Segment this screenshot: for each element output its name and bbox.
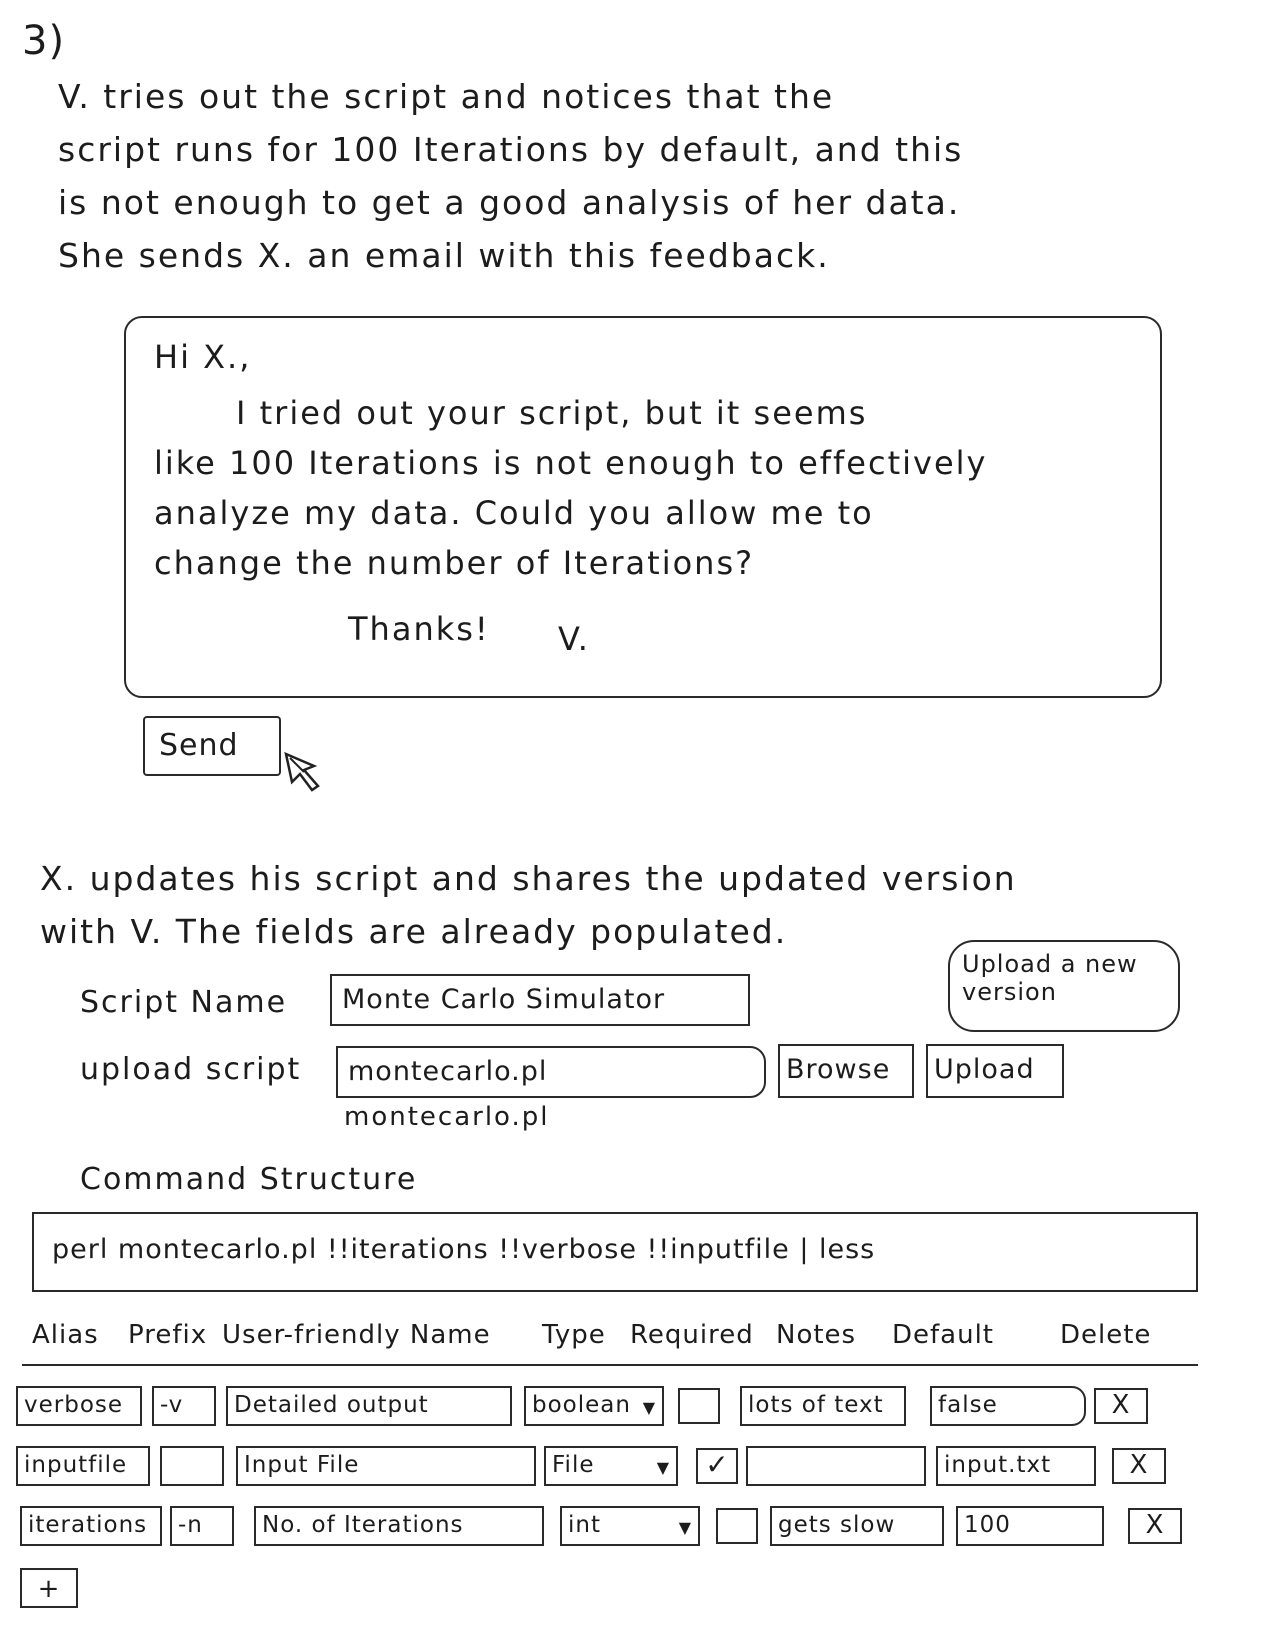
email-greeting: Hi X.,	[154, 338, 252, 376]
name-field[interactable]: Input File	[236, 1446, 536, 1486]
send-button[interactable]: Send	[143, 716, 281, 776]
column-header-delete: Delete	[1060, 1320, 1152, 1350]
default-field[interactable]: 100	[956, 1506, 1104, 1546]
default-field[interactable]: input.txt	[936, 1446, 1096, 1486]
upload-script-label: upload script	[80, 1052, 302, 1087]
step-number: 3)	[22, 18, 66, 64]
command-structure-label: Command Structure	[80, 1162, 418, 1197]
table-header-rule	[22, 1364, 1198, 1366]
prefix-field[interactable]	[160, 1446, 224, 1486]
dropdown-arrow-icon: ▼	[642, 1398, 656, 1417]
type-value: boolean	[532, 1392, 631, 1418]
delete-row-button[interactable]: X	[1128, 1508, 1182, 1544]
prefix-field[interactable]: -n	[170, 1506, 234, 1546]
delete-row-button[interactable]: X	[1112, 1448, 1166, 1484]
email-body-line: change the number of Iterations?	[154, 544, 755, 582]
alias-field[interactable]: iterations	[20, 1506, 162, 1546]
alias-field[interactable]: inputfile	[16, 1446, 150, 1486]
upload-button[interactable]: Upload	[926, 1044, 1064, 1098]
dropdown-arrow-icon: ▼	[678, 1518, 692, 1537]
add-row-button[interactable]: +	[20, 1568, 78, 1608]
email-signature: V.	[558, 620, 590, 658]
narration-line: V. tries out the script and notices that the	[58, 77, 835, 116]
mouse-cursor-icon	[284, 752, 336, 794]
notes-field[interactable]: lots of text	[740, 1386, 906, 1426]
name-field[interactable]: No. of Iterations	[254, 1506, 544, 1546]
notes-field[interactable]: gets slow	[770, 1506, 944, 1546]
notes-field[interactable]	[746, 1446, 926, 1486]
column-header-type: Type	[542, 1320, 606, 1350]
narration-line: is not enough to get a good analysis of her data.	[58, 183, 961, 222]
email-body-textarea[interactable]	[124, 316, 1162, 698]
email-body-line: I tried out your script, but it seems	[236, 394, 868, 432]
type-select[interactable]	[560, 1506, 700, 1546]
type-value: File	[552, 1452, 595, 1478]
type-select[interactable]	[544, 1446, 678, 1486]
column-header-name: User-friendly Name	[222, 1320, 491, 1350]
narration-line: X. updates his script and shares the updated version	[40, 859, 1017, 898]
checkmark-icon: ✓	[705, 1448, 729, 1481]
email-body-line: like 100 Iterations is not enough to effectively	[154, 444, 988, 482]
upload-script-input[interactable]: montecarlo.pl	[336, 1046, 766, 1098]
name-field[interactable]: Detailed output	[226, 1386, 512, 1426]
type-value: int	[568, 1512, 601, 1538]
column-header-notes: Notes	[776, 1320, 857, 1350]
required-checkbox[interactable]	[716, 1508, 758, 1544]
browse-button[interactable]: Browse	[778, 1044, 914, 1098]
narration-line: She sends X. an email with this feedback.	[58, 236, 830, 275]
column-header-alias: Alias	[32, 1320, 99, 1350]
required-checkbox[interactable]	[696, 1448, 738, 1484]
alias-field[interactable]: verbose	[16, 1386, 142, 1426]
uploaded-filename: montecarlo.pl	[344, 1102, 550, 1132]
email-closing: Thanks!	[348, 610, 490, 648]
prefix-field[interactable]: -v	[152, 1386, 216, 1426]
command-structure-input[interactable]: perl montecarlo.pl !!iterations !!verbose !!inputfile | less	[32, 1212, 1198, 1292]
narration-line: script runs for 100 Iterations by default, and this	[58, 130, 964, 169]
script-name-label: Script Name	[80, 985, 288, 1020]
type-select[interactable]	[524, 1386, 664, 1426]
dropdown-arrow-icon: ▼	[656, 1458, 670, 1477]
column-header-prefix: Prefix	[128, 1320, 208, 1350]
delete-row-button[interactable]: X	[1094, 1388, 1148, 1424]
required-checkbox[interactable]	[678, 1388, 720, 1424]
narration-line: with V. The fields are already populated.	[40, 912, 788, 951]
script-name-input[interactable]: Monte Carlo Simulator	[330, 974, 750, 1026]
column-header-default: Default	[892, 1320, 994, 1350]
upload-tooltip: Upload a new version	[948, 940, 1180, 1032]
column-header-required: Required	[630, 1320, 754, 1350]
default-field[interactable]: false	[930, 1386, 1086, 1426]
email-body-line: analyze my data. Could you allow me to	[154, 494, 874, 532]
